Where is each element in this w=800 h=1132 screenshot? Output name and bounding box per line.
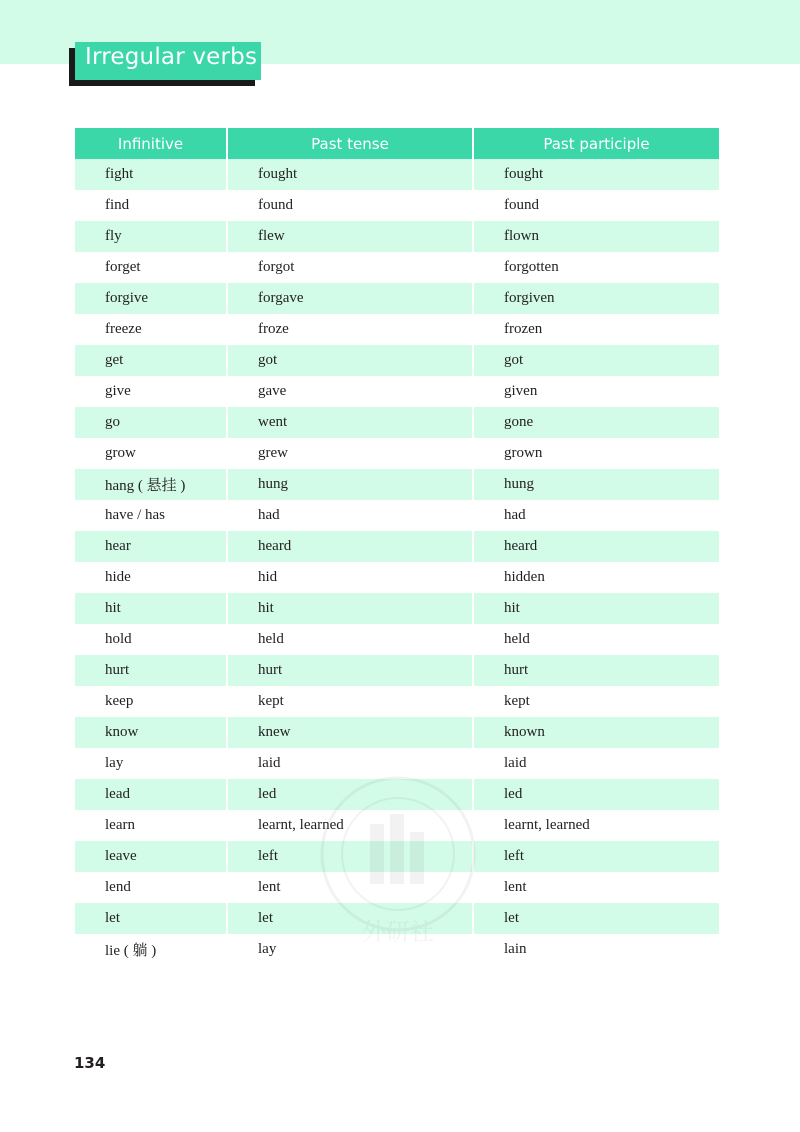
cell-infinitive: learn (105, 817, 135, 833)
cell-infinitive: hear (75, 531, 227, 562)
page-title: Irregular verbs (85, 44, 258, 70)
cell-past-participle: heard (473, 531, 719, 562)
page-number: 134 (74, 1054, 106, 1072)
cell-past-participle: laid (473, 748, 719, 779)
cell-past-tense: hid (227, 562, 473, 593)
cell-infinitive: let (75, 903, 227, 934)
table-row (75, 624, 719, 655)
cell-infinitive: keep (105, 693, 134, 709)
cell-infinitive: lay (105, 755, 124, 771)
cell-past-tense: had (227, 500, 473, 531)
cell-past-participle: hidden (473, 562, 719, 593)
cell-past-participle: forgotten (473, 252, 719, 283)
watermark-text: 外研社 (362, 918, 434, 946)
title-box (75, 42, 261, 80)
table-header-row (75, 128, 719, 159)
table-row (75, 345, 719, 376)
table-row (75, 283, 719, 314)
table-row (75, 717, 719, 748)
cell-past-participle: fought (473, 159, 719, 190)
cell-past-tense: hurt (227, 655, 473, 686)
cell-past-tense: found (227, 190, 473, 221)
cell-infinitive: lie ( 躺 ) (105, 943, 157, 959)
cell-past-tense: froze (227, 314, 473, 345)
cell-infinitive: freeze (105, 321, 142, 337)
section-title (69, 42, 261, 86)
cell-past-participle: got (473, 345, 719, 376)
cell-past-tense: laid (227, 748, 473, 779)
table-row (75, 655, 719, 686)
cell-past-participle: found (473, 190, 719, 221)
cell-past-participle: let (473, 903, 719, 934)
cell-infinitive: hide (105, 569, 131, 585)
cell-past-participle: hung (473, 469, 719, 500)
cell-past-participle: lent (473, 872, 719, 903)
table-row (75, 531, 719, 562)
cell-past-tense: grew (227, 438, 473, 469)
cell-past-tense: hit (227, 593, 473, 624)
cell-past-participle: forgiven (473, 283, 719, 314)
cell-infinitive: hold (105, 631, 132, 647)
cell-past-participle: lain (473, 934, 719, 965)
cell-past-tense: led (227, 779, 473, 810)
cell-infinitive: hang ( 悬挂 ) (75, 469, 227, 500)
column-header-infinitive: Infinitive (75, 128, 227, 159)
cell-infinitive: forget (105, 259, 141, 275)
cell-past-tense: learnt, learned (227, 810, 473, 841)
cell-past-participle: grown (473, 438, 719, 469)
cell-past-participle: gone (473, 407, 719, 438)
table-row (75, 376, 719, 407)
cell-infinitive: leave (75, 841, 227, 872)
cell-past-participle: had (473, 500, 719, 531)
cell-past-tense: held (227, 624, 473, 655)
cell-infinitive: have / has (105, 507, 165, 523)
cell-past-tense: gave (227, 376, 473, 407)
cell-past-participle: known (473, 717, 719, 748)
cell-past-tense: knew (227, 717, 473, 748)
column-header-past-participle: Past participle (473, 128, 719, 159)
cell-past-participle: led (473, 779, 719, 810)
cell-infinitive: grow (105, 445, 136, 461)
cell-past-tense: forgave (227, 283, 473, 314)
table-row (75, 562, 719, 593)
cell-past-participle: given (473, 376, 719, 407)
cell-infinitive: know (75, 717, 227, 748)
cell-past-tense: left (227, 841, 473, 872)
cell-infinitive: forgive (75, 283, 227, 314)
table-row (75, 686, 719, 717)
cell-infinitive: fly (75, 221, 227, 252)
cell-infinitive: hurt (75, 655, 227, 686)
cell-infinitive: lend (105, 879, 131, 895)
table-row (75, 190, 719, 221)
cell-infinitive: go (75, 407, 227, 438)
publisher-seal-icon (318, 774, 478, 948)
cell-past-tense: went (227, 407, 473, 438)
cell-past-tense: got (227, 345, 473, 376)
table-row (75, 314, 719, 345)
cell-past-participle: held (473, 624, 719, 655)
cell-past-participle: hurt (473, 655, 719, 686)
table-row (75, 593, 719, 624)
table-row (75, 221, 719, 252)
cell-past-participle: learnt, learned (473, 810, 719, 841)
cell-infinitive: lead (75, 779, 227, 810)
cell-past-participle: kept (473, 686, 719, 717)
table-row (75, 469, 719, 500)
cell-past-tense: heard (227, 531, 473, 562)
table-row (75, 438, 719, 469)
cell-past-tense: lay (227, 934, 473, 965)
cell-past-tense: flew (227, 221, 473, 252)
cell-past-tense: forgot (227, 252, 473, 283)
cell-infinitive: fight (75, 159, 227, 190)
table-row (75, 500, 719, 531)
column-header-past-tense: Past tense (227, 128, 473, 159)
cell-infinitive: hit (75, 593, 227, 624)
table-row (75, 159, 719, 190)
cell-past-tense: lent (227, 872, 473, 903)
cell-infinitive: give (105, 383, 131, 399)
cell-infinitive: find (105, 197, 130, 213)
cell-past-participle: left (473, 841, 719, 872)
cell-infinitive: get (75, 345, 227, 376)
table-row (75, 407, 719, 438)
cell-past-tense: kept (227, 686, 473, 717)
cell-past-participle: hit (473, 593, 719, 624)
cell-past-participle: frozen (473, 314, 719, 345)
cell-past-participle: flown (473, 221, 719, 252)
cell-past-tense: hung (227, 469, 473, 500)
cell-past-tense: fought (227, 159, 473, 190)
table-row (75, 252, 719, 283)
cell-past-tense: let (227, 903, 473, 934)
